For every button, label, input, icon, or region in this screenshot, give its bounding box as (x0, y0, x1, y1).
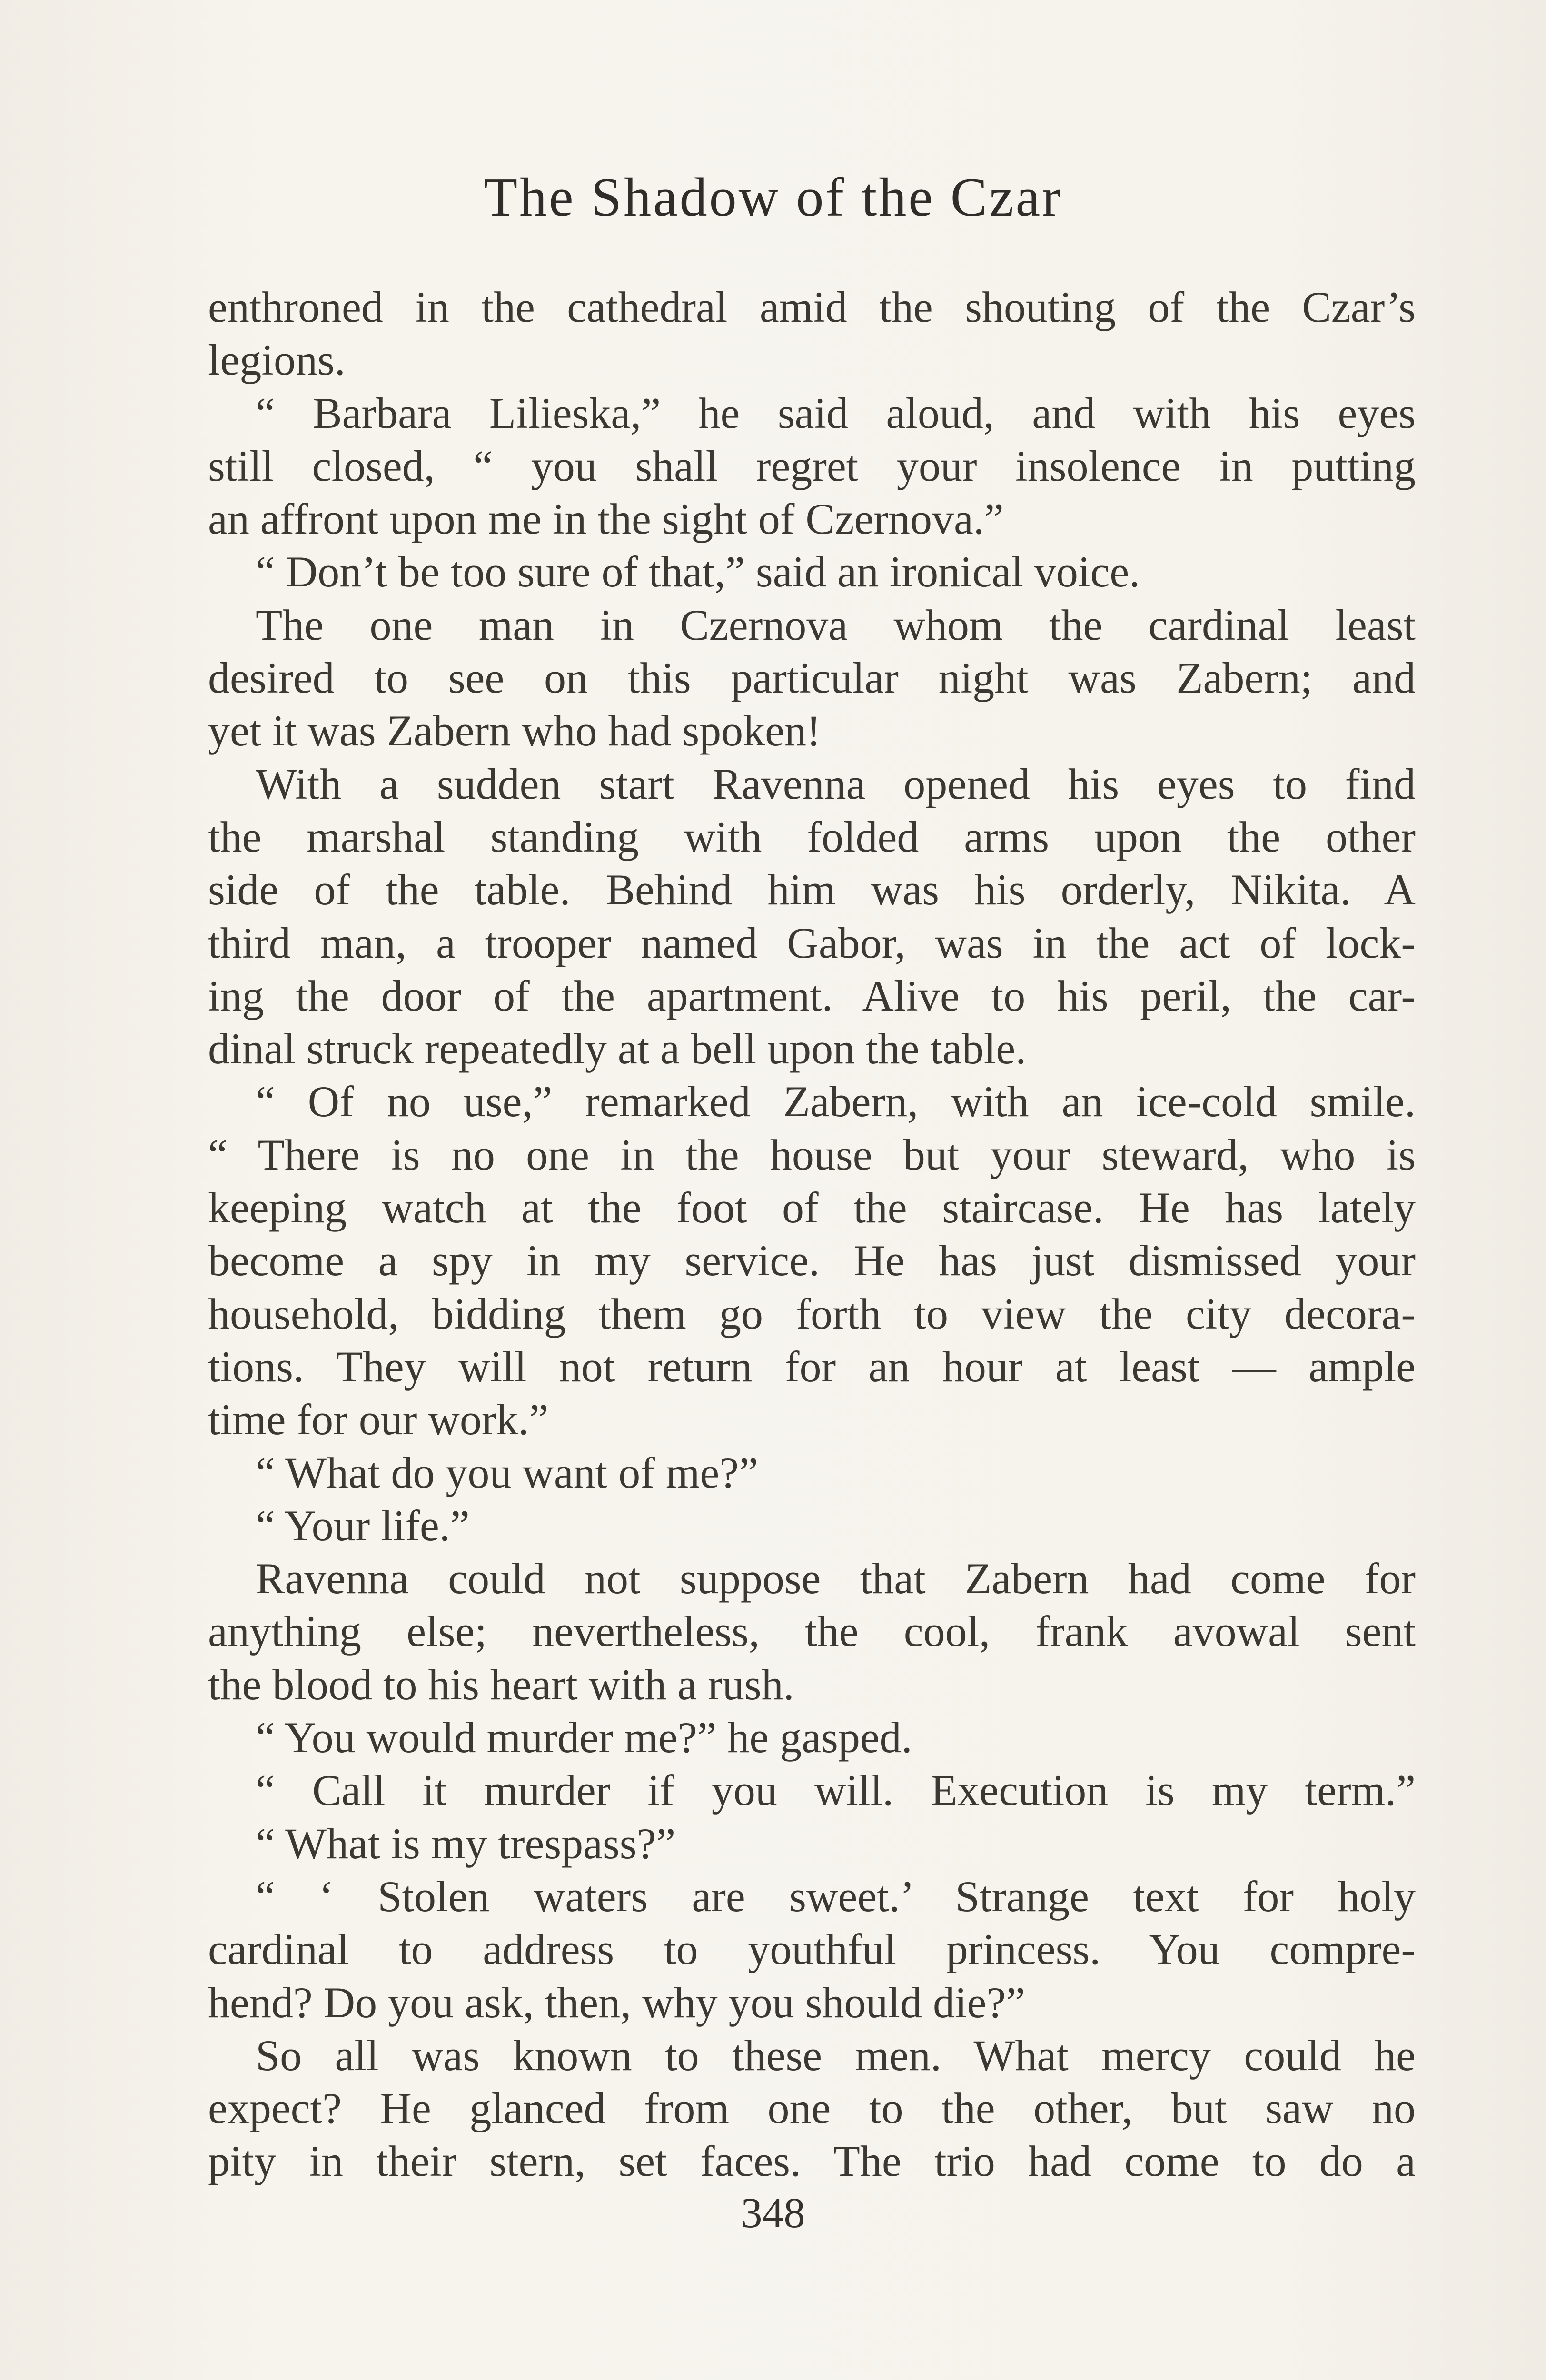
text-line: expect? He glanced from one to the other, but saw no (208, 2084, 1416, 2133)
text-line: “ What do you want of me?” (256, 1448, 758, 1497)
text-line: enthroned in the cathedral amid the shouting of the Czar’s (208, 283, 1416, 331)
text-line: side of the table. Behind him was his orderly, Nikita. A (208, 865, 1416, 914)
text-line: the blood to his heart with a rush. (208, 1660, 794, 1709)
text-line: still closed, “ you shall regret your insolence in putting (208, 441, 1416, 490)
text-line: cardinal to address to youthful princess. You compre- (208, 1925, 1416, 1974)
text-line: yet it was Zabern who had spoken! (208, 706, 821, 755)
text-line: desired to see on this particular night was Zabern; and (208, 654, 1416, 703)
text-line: the marshal standing with folded arms upon the other (208, 812, 1416, 861)
text-line: “ Your life.” (256, 1501, 470, 1550)
text-line: become a spy in my service. He has just dismissed your (208, 1236, 1416, 1285)
running-head: The Shadow of the Czar (484, 167, 1062, 228)
text-line: “ Of no use,” remarked Zabern, with an ice-cold smile. (256, 1077, 1416, 1126)
text-line: dinal struck repeatedly at a bell upon the table. (208, 1024, 1027, 1073)
text-line: “ ‘ Stolen waters are sweet.’ Strange text for holy (256, 1872, 1416, 1921)
text-line: ing the door of the apartment. Alive to his peril, the car- (208, 971, 1416, 1020)
text-line: anything else; nevertheless, the cool, frank avowal sent (208, 1607, 1416, 1656)
text-line: pity in their stern, set faces. The trio had come to do a (208, 2137, 1416, 2186)
text-line: “ Don’t be too sure of that,” said an ironical voice. (256, 547, 1140, 596)
text-line: third man, a trooper named Gabor, was in the act of lock- (208, 918, 1416, 967)
text-line: hend? Do you ask, then, why you should die?” (208, 1978, 1026, 2027)
text-line: “ Call it murder if you will. Execution is my term.” (256, 1766, 1416, 1815)
text-line: “ There is no one in the house but your steward, who is (208, 1130, 1416, 1179)
text-line: With a sudden start Ravenna opened his eyes to find (256, 759, 1416, 808)
text-line: tions. They will not return for an hour at least — ample (208, 1342, 1416, 1391)
text-line: household, bidding them go forth to view the city decora- (208, 1289, 1416, 1338)
text-line: “ What is my trespass?” (256, 1819, 676, 1868)
text-line: time for our work.” (208, 1395, 549, 1444)
text-line: “ Barbara Lilieska,” he said aloud, and with his eyes (256, 388, 1416, 437)
text-line: legions. (208, 336, 346, 385)
text-line: keeping watch at the foot of the staircase. He has lately (208, 1183, 1416, 1232)
text-line: The one man in Czernova whom the cardinal least (256, 600, 1416, 649)
text-line: Ravenna could not suppose that Zabern had come for (256, 1554, 1416, 1603)
text-line: “ You would murder me?” he gasped. (256, 1713, 912, 1762)
text-line: So all was known to these men. What mercy could he (256, 2031, 1416, 2080)
text-line: an affront upon me in the sight of Czernova.” (208, 495, 1004, 544)
body-text (208, 281, 1416, 2188)
page-number: 348 (741, 2190, 805, 2237)
